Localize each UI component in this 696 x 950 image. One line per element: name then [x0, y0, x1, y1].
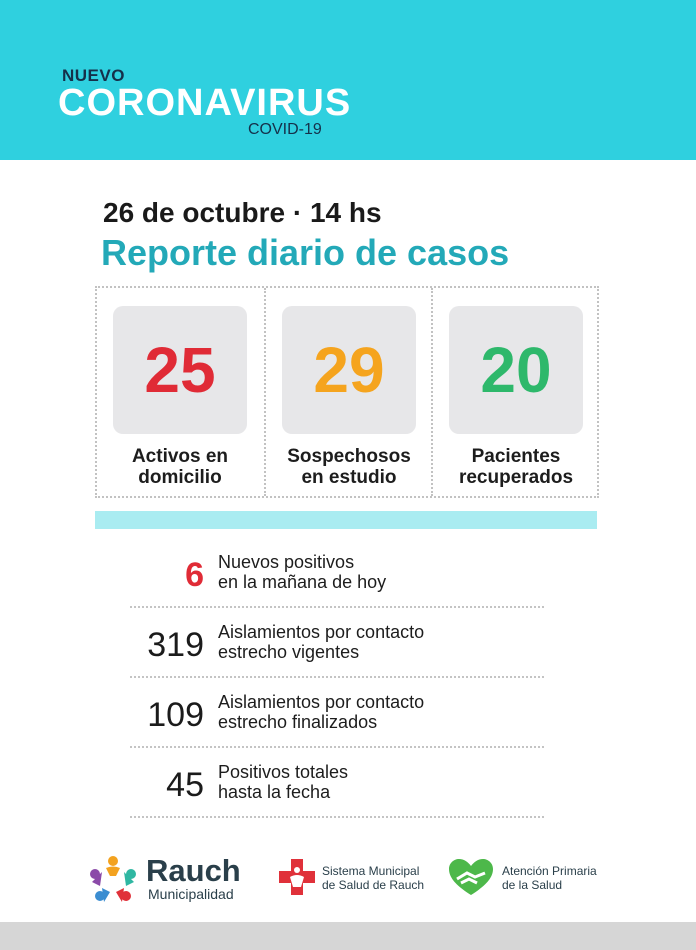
row-positivos-totales: [130, 748, 544, 818]
atencion-line2: de la Salud: [502, 878, 563, 892]
row-text-line1: Positivos totales: [218, 762, 349, 782]
stat-value: 25: [113, 306, 247, 434]
sistema-line2: de Salud de Rauch: [322, 878, 425, 892]
sistema-line1: Sistema Municipal: [322, 864, 420, 878]
stat-label-line2: domicilio: [138, 467, 222, 488]
stat-label-line2: recuperados: [458, 467, 574, 488]
row-text: [218, 552, 386, 592]
row-nuevos-positivos: [130, 538, 544, 608]
row-value: 319: [147, 626, 204, 664]
atencion-text: [502, 864, 597, 892]
sistema-text: [322, 864, 424, 892]
stat-label-line1: Activos en: [131, 446, 229, 467]
stat-label-line1: Sospechosos: [287, 446, 411, 467]
row-text-line1: Nuevos positivos: [218, 552, 355, 572]
header-banner: [0, 0, 696, 160]
stat-recuperados: [431, 288, 597, 496]
row-text-line1: Aislamientos por contacto: [218, 622, 425, 642]
stat-value: 29: [282, 306, 416, 434]
report-date: 26 de octubre · 14 hs: [103, 197, 382, 228]
footer-bar: [0, 922, 696, 950]
row-text-line2: estrecho finalizados: [218, 712, 378, 732]
stat-activos: [97, 288, 263, 496]
row-text: [218, 692, 424, 732]
row-text-line1: Aislamientos por contacto: [218, 692, 425, 712]
row-value: 6: [185, 556, 204, 594]
row-value: 45: [166, 766, 204, 804]
divider-bar: [95, 511, 597, 529]
stat-label: [97, 446, 263, 488]
row-aislamientos-vigentes: [130, 608, 544, 678]
row-text: [218, 622, 424, 662]
stat-sospechosos: [264, 288, 430, 496]
row-text-line2: en la mañana de hoy: [218, 572, 387, 592]
report-title: Reporte diario de casos: [101, 232, 510, 273]
stat-label: [266, 446, 432, 488]
stats-panel: [95, 286, 599, 498]
header-subtitle: COVID-19: [248, 121, 322, 138]
row-value: 109: [147, 696, 204, 734]
row-text-line2: hasta la fecha: [218, 782, 331, 802]
header-title: CORONAVIRUS: [58, 82, 352, 124]
stat-label: [433, 446, 599, 488]
people-circle-logo-icon: [86, 852, 140, 906]
row-aislamientos-finalizados: [130, 678, 544, 748]
row-text-line2: estrecho vigentes: [218, 642, 360, 662]
rauch-name: Rauch: [146, 853, 241, 888]
rauch-sub: Municipalidad: [148, 886, 234, 902]
stat-value: 20: [449, 306, 583, 434]
handshake-heart-logo-icon: [447, 857, 495, 897]
atencion-line1: Atención Primaria: [502, 864, 597, 878]
stat-label-line1: Pacientes: [471, 446, 561, 467]
red-cross-logo-icon: [277, 857, 317, 897]
header-kicker: NUEVO: [62, 66, 125, 85]
stat-label-line2: en estudio: [301, 467, 397, 488]
row-text: [218, 762, 348, 802]
